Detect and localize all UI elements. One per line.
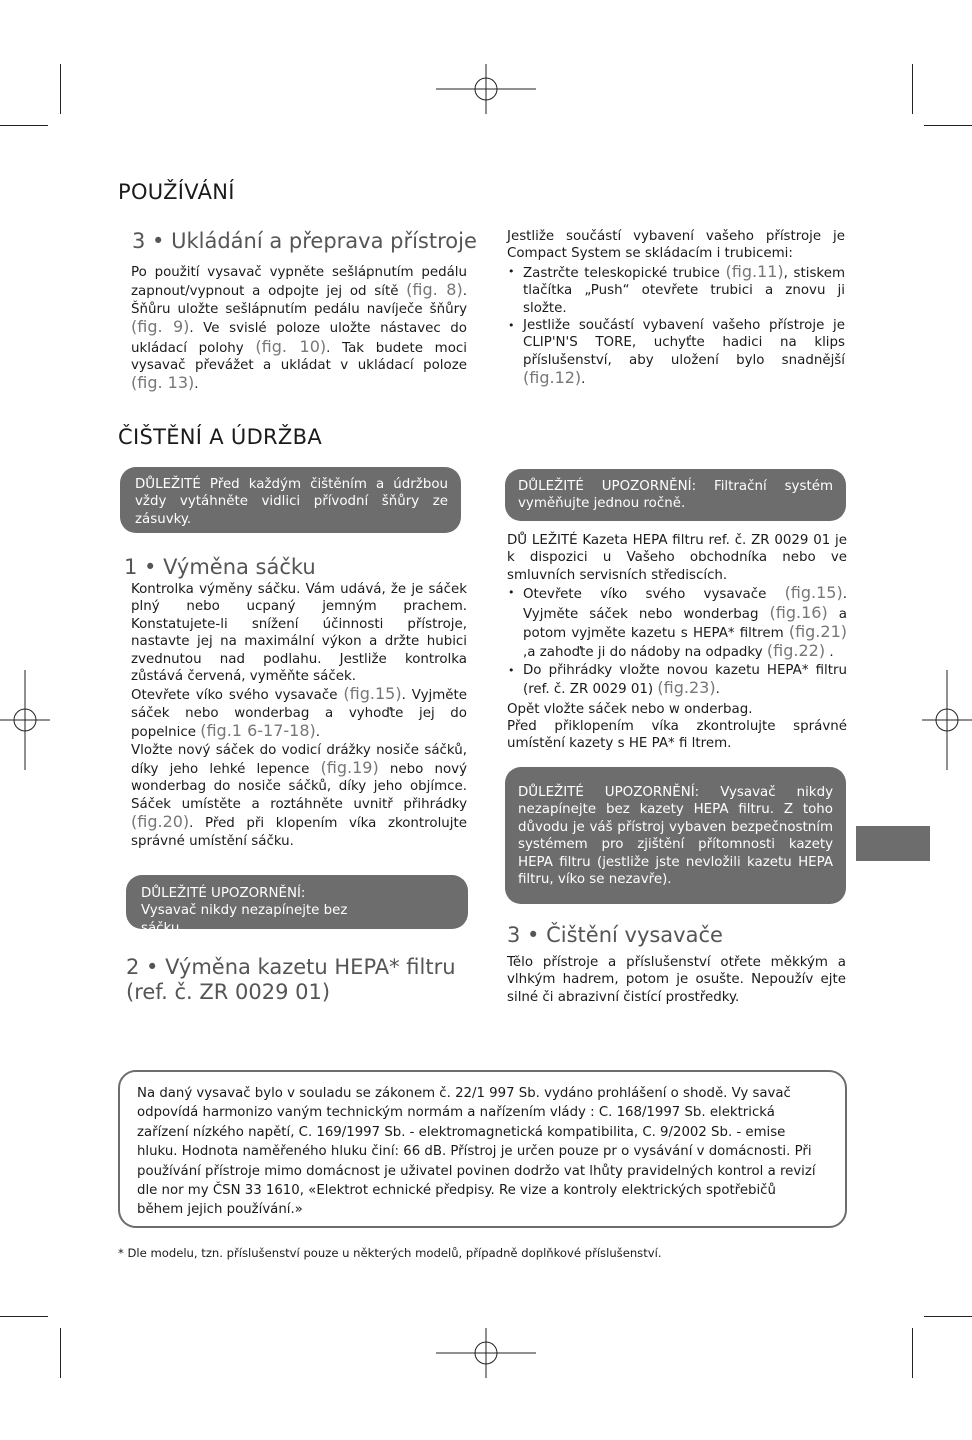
- notice-box-filter-yearly: DŮLEŽITÉ UPOZORNĚNÍ: Filtrační systém vyměňujte jednou ročně.: [505, 469, 846, 521]
- fig-ref: (fig.1 6-17-18): [200, 721, 316, 741]
- registration-mark-left: [0, 670, 50, 770]
- fig-ref: (fig.22): [766, 641, 826, 661]
- bag-title: 1 • Výměna sáčku: [124, 555, 316, 579]
- fig-ref: (fig.15): [784, 583, 843, 603]
- hepa-paragraph: DŮ LEŽITÉ Kazeta HEPA filtru ref. č. ZR 0029 01 je k dispozici u Vašeho obchodníka nebo ve smluvních servisních střediscích. • Otevřete víko svého vysavače (fig.15). Vyjměte sáček nebo wonderbag (fig.16) a potom vyjměte kazetu s HEPA* filtrem (fig.21) ,a zahoďte ji do nádoby na odpadky (fig.22) . • Do přihrádky vložte novou kazetu HEPA* filtru (ref. č. ZR 0029 01) (fig.23). Opět vložte sáček nebo w onderbag. Před přiklopením víka zkontrolujte správné umístění kazety s HE PA* fi ltrem.: [507, 532, 847, 753]
- footnote: * Dle modelu, tzn. příslušenství pouze u některých modelů, případně doplňkové příslušenství.: [118, 1246, 662, 1260]
- hepa-title: 2 • Výměna kazetu HEPA* filtru (ref. č. ZR 0029 01): [126, 955, 456, 1004]
- fig-ref: (fig.19): [320, 758, 379, 778]
- list-item: • Otevřete víko svého vysavače (fig.15). Vyjměte sáček nebo wonderbag (fig.16) a potom vyjměte kazetu s HEPA* filtrem (fig.21) ,a zahoďte ji do nádoby na odpadky (fig.22) .: [507, 584, 847, 662]
- list-item: • Jestliže součástí vybavení vašeho přístroje je CLIP'N'S TORE, uchyťte hadici na klips příslušenství, aby uložení bylo snadnější (fig.12).: [507, 317, 845, 389]
- registration-mark-bottom: [436, 1328, 536, 1378]
- fig-ref: (fig.12): [523, 368, 582, 388]
- fig-ref: (fig.11): [725, 261, 784, 281]
- registration-mark-right: [922, 670, 972, 770]
- list-item: • Zastrčte teleskopické trubice (fig.11), stiskem tlačítka „Push“ otevřete trubici a znovu ji složte.: [507, 263, 845, 317]
- fig-ref: (fig.21): [788, 622, 847, 642]
- bag-paragraph: Kontrolka výměny sáčku. Vám udává, že je sáček plný nebo ucpaný jemným prachem. Konstatujete-li snížení účinnosti přístroje, nastavte jej na maximální výkon a držte hubici zvednutou nad podlahu. Jestliže kontrolka zůstává červená, vyměňte sáček. Otevřete víko svého vysavače (fig.15). Vyjměte sáček nebo wonderbag a vyhoďte jej do popelnice (fig.1 6-17-18). Vložte nový sáček do vodicí drážky nosiče sáčků, díky jeho lehké lepence (fig.19) nebo nový wonderbag do nosiče sáčků, díky jeho objímce. Sáček umístěte a roztáhněte uvnitř přihrádky (fig.20). Před při klopením víka zkontrolujte správné umístění sáčku.: [131, 582, 468, 849]
- compact-intro: Jestliže součástí vybavení vašeho přístroje je Compact System se skládacím i trubicemi:: [507, 229, 845, 262]
- storage-paragraph: Po použití vysavač vypněte sešlápnutím pedálu zapnout/vypnout a odpojte jej od sítě (fig. 8). Šňůru uložte sešlápnutím pedálu navíječe šňůry (fig. 9). Ve svislé poloze uložte nástavec do ukládací polohy (fig. 10). Tak budete moci vysavač převážet a ukládat v ukládací poloze (fig. 13).: [131, 265, 468, 393]
- section-heading-cleaning: ČIŠTĚNÍ A ÚDRŽBA: [118, 425, 322, 449]
- side-tab: [856, 826, 930, 861]
- cleaning-title: 3 • Čištění vysavače: [507, 923, 723, 947]
- list-item: • Do přihrádky vložte novou kazetu HEPA* filtru (ref. č. ZR 0029 01) (fig.23).: [507, 662, 847, 699]
- legal-declaration-box: Na daný vysavač bylo v souladu se zákonem č. 22/1 997 Sb. vydáno prohlášení o shodě. Vy savač odpovídá harmonizo vaným technickým normám a nařízením vlády : C. 168/1997 Sb. elektrická zařízení nízkého napětí, C. 169/1997 Sb. - elektromagnetická kompatibilita, C. 9/2002 Sb. - emise hluku. Hodnota naměřeného hluku činí: 66 dB. Přístroj je určen pouze pr o vysávání v domácnosti. Při používání přístroje mimo domácnost je uživatel povinen dodržo vat lhůty pravidelných kontrol a revizí dle nor my ČSN 33 1610, «Elektrot echnické předpisy. Re vize a kontroly elektrických spotřebičů během jejich používání.»: [118, 1070, 847, 1228]
- notice-box-no-bag: DŮLEŽITÉ UPOZORNĚNÍ: Vysavač nikdy nezapínejte bez sáčku.: [126, 875, 468, 929]
- fig-ref: (fig. 9): [131, 317, 190, 337]
- registration-mark-top: [436, 64, 536, 114]
- compact-system-block: [507, 228, 845, 389]
- notice-box-unplug: DŮLEŽITÉ Před každým čištěním a údržbou vždy vytáhněte vidlici přívodní šňůry ze zásuvky.: [120, 467, 461, 533]
- fig-ref: (fig.15): [343, 684, 402, 704]
- notice-box-no-hepa: DŮLEŽITÉ UPOZORNĚNÍ: Vysavač nikdy nezapínejte bez kazety HEPA filtru. Z toho důvodu je váš přístroj vybaven bezpečnostním systémem pro zjištění přítomnosti kazety HEPA filtru (jestliže jste nevložili kazetu HEPA filtru, víko se nezavře).: [505, 767, 846, 904]
- fig-ref: (fig. 13): [131, 373, 195, 393]
- fig-ref: (fig.20): [131, 812, 190, 832]
- cleaning-paragraph: Tělo přístroje a příslušenství otřete měkkým a vlhkým hadrem, potom je osušte. Nepoužív ejte silné či abrazivní čistící prostředky.: [507, 955, 846, 1005]
- section-heading-usage: POUŽÍVÁNÍ: [118, 180, 235, 204]
- fig-ref: (fig.16): [769, 602, 828, 622]
- storage-title: 3 • Ukládání a přeprava přístroje: [132, 229, 477, 253]
- fig-ref: (fig.23): [657, 678, 716, 698]
- fig-ref: (fig. 8): [406, 280, 463, 300]
- fig-ref: (fig. 10): [255, 336, 327, 356]
